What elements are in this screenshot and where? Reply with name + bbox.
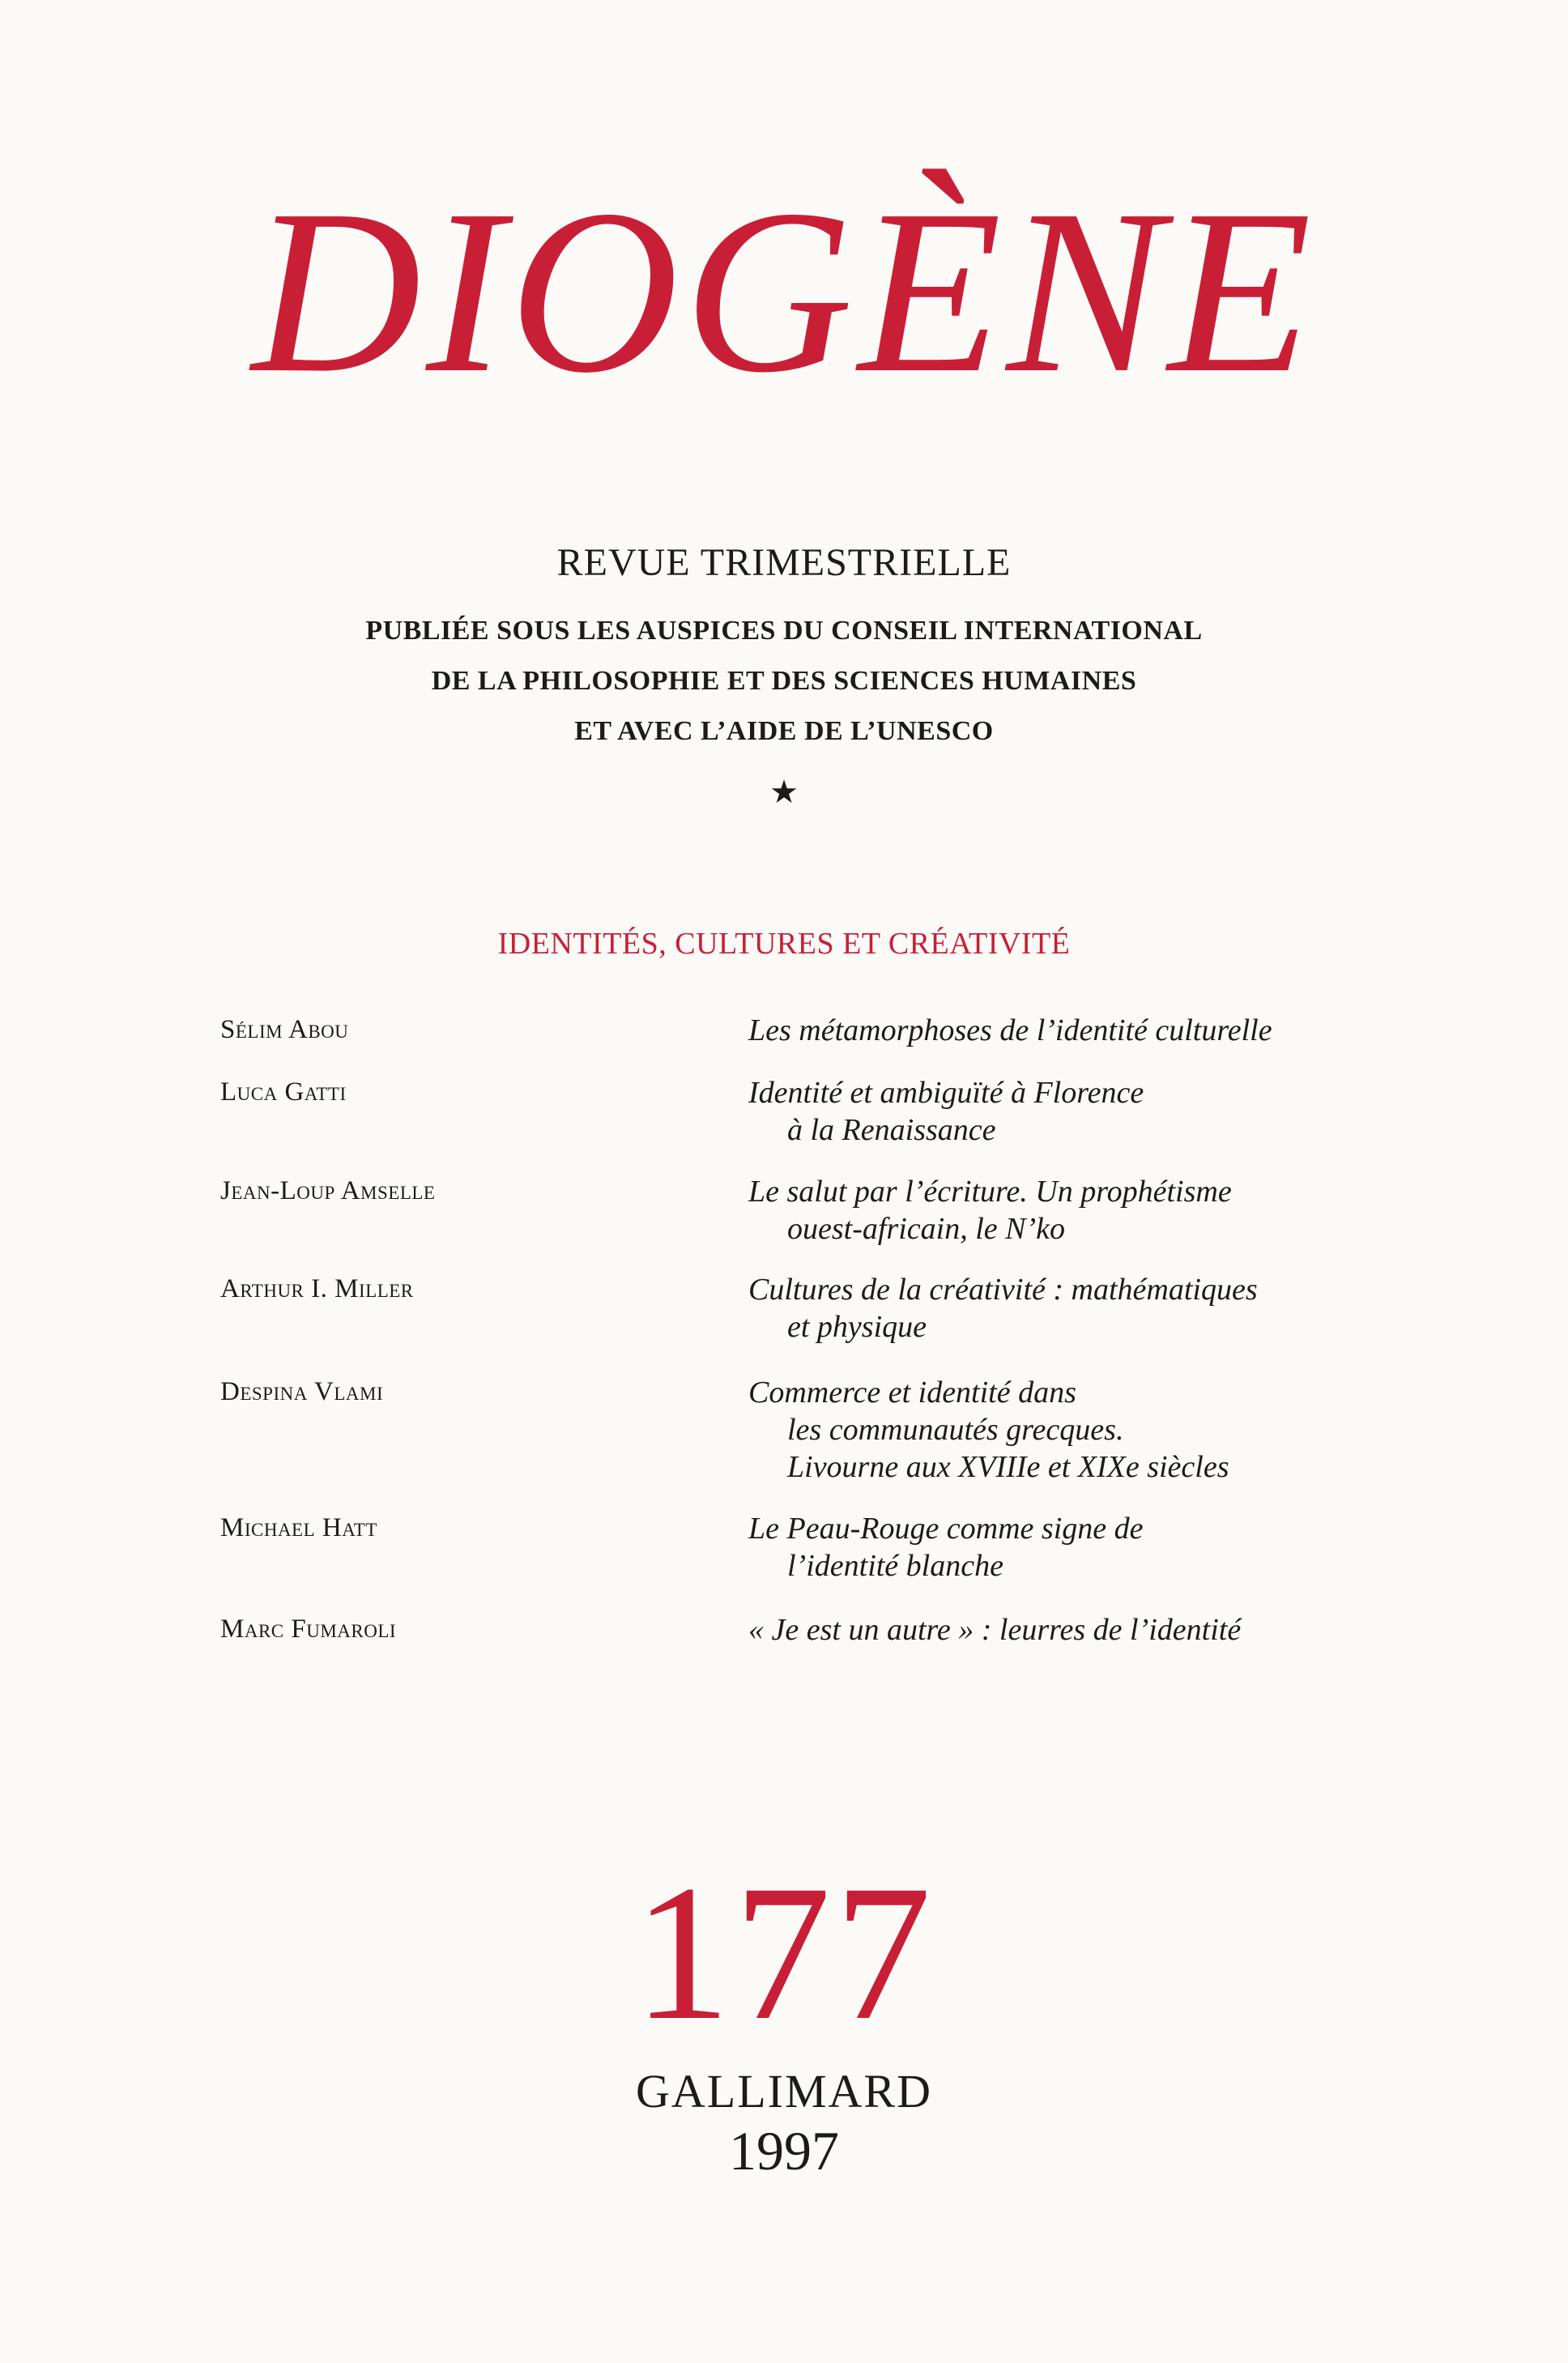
journal-masthead: DIOGÈNE <box>251 161 1317 421</box>
toc-author: Sélim Abou <box>220 1015 349 1044</box>
toc-title-line: les communautés grecques. <box>787 1413 1124 1447</box>
toc-author: Michael Hatt <box>220 1513 377 1542</box>
toc-author: Marc Fumaroli <box>220 1614 397 1644</box>
issue-theme: IDENTITÉS, CULTURES ET CRÉATIVITÉ <box>497 927 1071 961</box>
publication-year: 1997 <box>729 2120 839 2182</box>
toc-title-line: et physique <box>787 1310 927 1344</box>
toc-title <box>748 1012 1272 1049</box>
toc-title-line: « Je est un autre » : leurres de l’identité <box>748 1613 1242 1647</box>
toc-title <box>748 1271 1258 1346</box>
publication-line-2: DE LA PHILOSOPHIE ET DES SCIENCES HUMAINES <box>431 666 1137 696</box>
toc-title <box>748 1374 1229 1486</box>
publication-line-1: PUBLIÉE SOUS LES AUSPICES DU CONSEIL INTERNATIONAL <box>365 616 1203 646</box>
publication-line-3: ET AVEC L’AIDE DE L’UNESCO <box>574 716 994 746</box>
star-ornament-icon: ★ <box>769 774 799 811</box>
toc-title-line: Les métamorphoses de l’identité culturelle <box>748 1013 1272 1047</box>
toc-title-line: Commerce et identité dans <box>748 1376 1076 1410</box>
toc-author: Jean-Loup Amselle <box>220 1176 436 1205</box>
toc-title-line: Le Peau-Rouge comme signe de <box>748 1512 1144 1546</box>
publisher-name: GALLIMARD <box>636 2065 932 2118</box>
issue-number: 177 <box>633 1845 935 2060</box>
toc-title <box>748 1074 1144 1149</box>
toc-title-line: Le salut par l’écriture. Un prophétisme <box>748 1175 1232 1209</box>
toc-title-line: à la Renaissance <box>787 1113 996 1147</box>
toc-author: Despina Vlami <box>220 1377 384 1406</box>
journal-subtitle: REVUE TRIMESTRIELLE <box>556 541 1012 584</box>
toc-title-line: Livourne aux XVIIIe et XIXe siècles <box>787 1450 1229 1484</box>
toc-author: Arthur I. Miller <box>220 1274 414 1303</box>
toc-title <box>748 1510 1144 1585</box>
toc-title <box>748 1611 1241 1649</box>
toc-title-line: Identité et ambiguïté à Florence <box>748 1076 1144 1110</box>
toc-title-line: l’identité blanche <box>787 1549 1003 1583</box>
toc-title-line: ouest-africain, le N’ko <box>787 1212 1065 1246</box>
toc-title-line: Cultures de la créativité : mathématiques <box>748 1273 1258 1307</box>
toc-title <box>748 1173 1232 1248</box>
toc-author: Luca Gatti <box>220 1077 347 1107</box>
